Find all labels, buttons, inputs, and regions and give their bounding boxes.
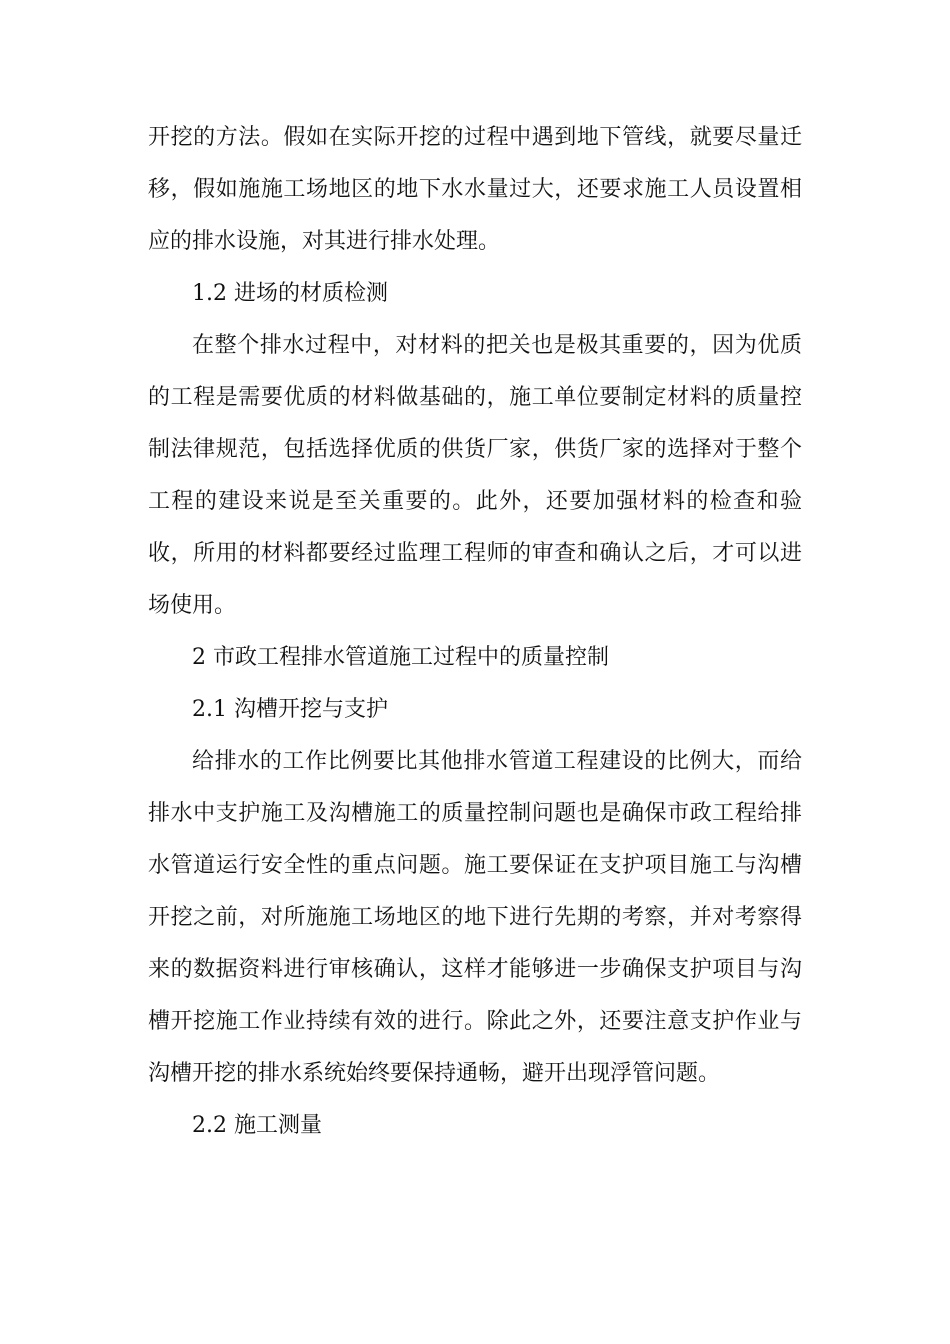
text-line: 来的数据资料进行审核确认，这样才能够进一步确保支护项目与沟 (148, 957, 802, 982)
document-body (148, 112, 802, 1152)
text-line: 场使用。 (148, 593, 237, 618)
text-line: 给排水的工作比例要比其他排水管道工程建设的比例大，而给 (192, 749, 802, 774)
text-line: 收，所用的材料都要经过监理工程师的审查和确认之后，才可以进 (148, 541, 802, 566)
text-line: 沟槽开挖的排水系统始终要保持通畅，避开出现浮管问题。 (148, 1061, 721, 1086)
text-line: 制法律规范，包括选择优质的供货厂家，供货厂家的选择对于整个 (148, 437, 802, 462)
paragraph-excavation-method (148, 112, 802, 268)
text-line: 槽开挖施工作业持续有效的进行。除此之外，还要注意支护作业与 (148, 1009, 802, 1034)
section-heading-1-2: 1.2 进场的材质检测 (192, 281, 388, 306)
text-line: 移，假如施施工场地区的地下水水量过大，还要求施工人员设置相 (148, 177, 802, 202)
section-heading-2: 2 市政工程排水管道施工过程中的质量控制 (192, 645, 609, 670)
text-line: 工程的建设来说是至关重要的。此外，还要加强材料的检查和验 (148, 489, 802, 514)
text-line: 在整个排水过程中，对材料的把关也是极其重要的，因为优质 (192, 333, 802, 358)
section-heading-2-2: 2.2 施工测量 (192, 1113, 322, 1138)
section-heading-2-1: 2.1 沟槽开挖与支护 (192, 697, 388, 722)
text-line: 水管道运行安全性的重点问题。施工要保证在支护项目施工与沟槽 (148, 853, 802, 878)
paragraph-material-inspection (148, 320, 802, 632)
text-line: 开挖之前，对所施施工场地区的地下进行先期的考察，并对考察得 (148, 905, 802, 930)
text-line: 应的排水设施，对其进行排水处理。 (148, 229, 501, 254)
text-line: 开挖的方法。假如在实际开挖的过程中遇到地下管线，就要尽量迁 (148, 125, 802, 150)
paragraph-trench-excavation (148, 736, 802, 1100)
text-line: 排水中支护施工及沟槽施工的质量控制问题也是确保市政工程给排 (148, 801, 802, 826)
text-line: 的工程是需要优质的材料做基础的，施工单位要制定材料的质量控 (148, 385, 802, 410)
